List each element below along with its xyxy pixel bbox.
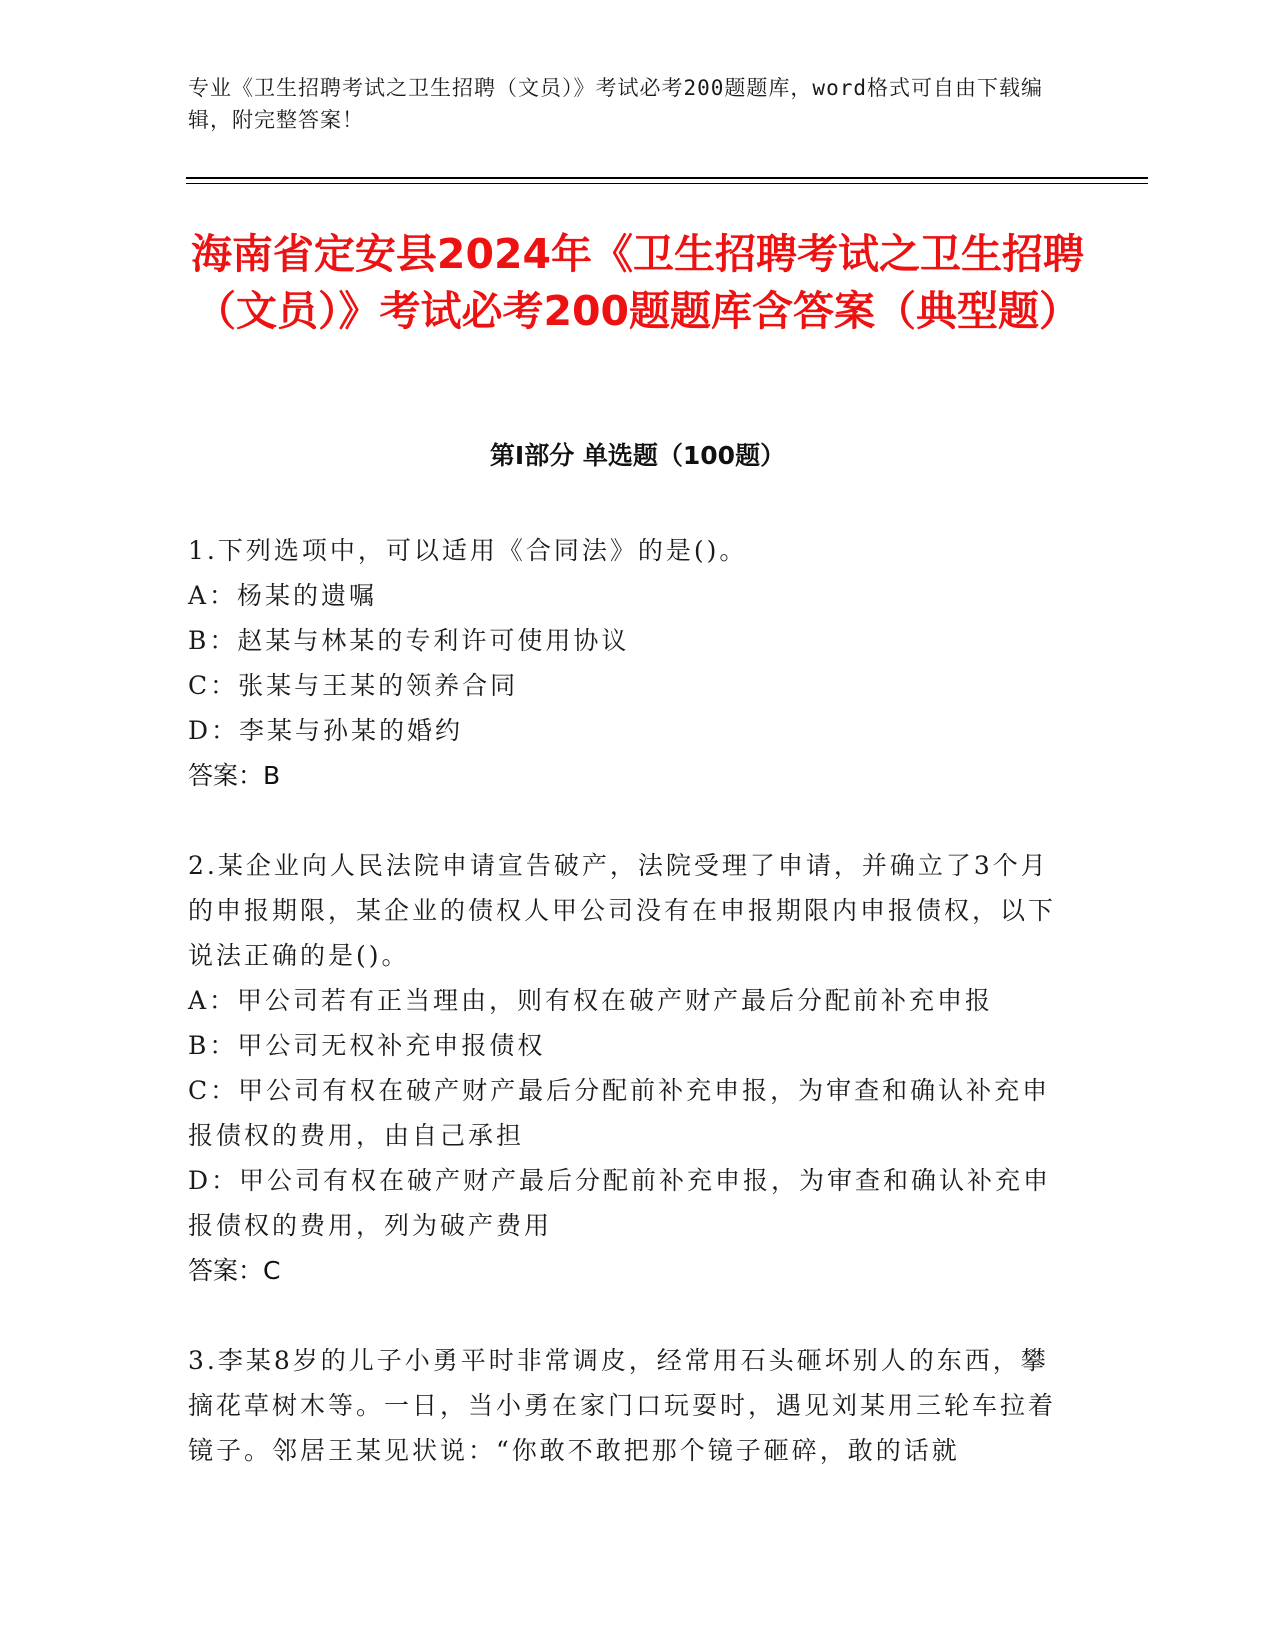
question-stem: 2.某企业向人民法院申请宣告破产，法院受理了申请，并确立了3个月的申报期限，某企业的债权人甲公司没有在申报期限内申报债权，以下说法正确的是()。 — [188, 851, 1057, 970]
question-stem: 3.李某8岁的儿子小勇平时非常调皮，经常用石头砸坏别人的东西，攀摘花草树木等。一日，当小勇在家门口玩耍时，遇见刘某用三轮车拉着镜子。邻居王某见状说：“你敢不敢把那个镜子砸碎，敢的话就 — [188, 1346, 1057, 1465]
answer-label: 答案：B — [188, 761, 281, 790]
question-2 — [188, 843, 1068, 1293]
section-heading: 第I部分 单选题（100题） — [489, 441, 786, 470]
header-divider-thick — [186, 177, 1148, 179]
document-title: 海南省定安县2024年《卫生招聘考试之卫生招聘（文员）》考试必考200题题库含答案（典型题） — [190, 230, 1085, 335]
answer-label: 答案：C — [188, 1256, 281, 1285]
question-stem: 1.下列选项中，可以适用《合同法》的是()。 — [188, 536, 748, 565]
option-b: B：赵某与林某的专利许可使用协议 — [188, 626, 630, 655]
header-divider-thin — [186, 183, 1148, 184]
header-note: 专业《卫生招聘考试之卫生招聘（文员）》考试必考200题题库，word格式可自由下载编辑，附完整答案！ — [188, 76, 1043, 132]
option-d: D：甲公司有权在破产财产最后分配前补充申报，为审查和确认补充申报债权的费用，列为破产费用 — [188, 1166, 1052, 1240]
question-3 — [188, 1338, 1068, 1473]
option-c: C：张某与王某的领养合同 — [188, 671, 519, 700]
option-a: A：杨某的遗嘱 — [188, 581, 378, 610]
option-a: A：甲公司若有正当理由，则有权在破产财产最后分配前补充申报 — [188, 986, 994, 1015]
option-d: D：李某与孙某的婚约 — [188, 716, 464, 745]
option-b: B：甲公司无权补充申报债权 — [188, 1031, 546, 1060]
question-1 — [188, 528, 1068, 798]
question-list — [188, 528, 1068, 1518]
option-c: C：甲公司有权在破产财产最后分配前补充申报，为审查和确认补充申报债权的费用，由自己承担 — [188, 1076, 1051, 1150]
